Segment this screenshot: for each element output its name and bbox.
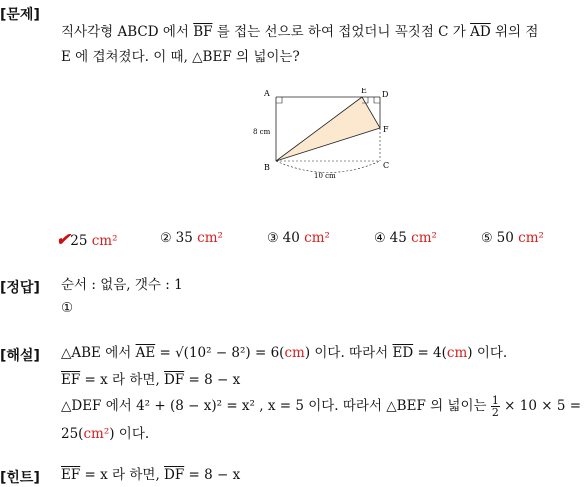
solution-text: ) 이다.	[109, 426, 150, 442]
choice-unit: cm²	[91, 233, 118, 249]
problem-line-2: E 에 겹쳐졌다. 이 때, △BEF 의 넓이는?	[61, 49, 300, 65]
fraction	[491, 395, 500, 418]
right-angle-a	[276, 97, 282, 103]
solution-label: [해설]	[0, 348, 40, 364]
segment-bf: $\overline{BF}$	[193, 24, 213, 40]
segment-ed: $\overline{ED}$	[392, 345, 414, 361]
segment-ad: $\overline{AD}$	[470, 24, 491, 40]
fraction-numerator: 1	[491, 394, 499, 407]
side-label: 8 cm	[253, 128, 271, 136]
choice-value: 35	[175, 230, 193, 246]
answer-label: [정답]	[0, 280, 40, 296]
hint-text: = 8 − x	[184, 467, 241, 483]
solution-line-1	[61, 343, 507, 363]
choice-value: 50	[496, 230, 514, 246]
choice-3[interactable]	[267, 230, 330, 246]
solution-text: = x 라 하면,	[80, 372, 165, 388]
choice-value: 45	[389, 230, 407, 246]
point-b: B	[264, 163, 270, 172]
bottom-arc	[276, 161, 380, 173]
solution-text: △ABE 에서	[61, 345, 136, 361]
choice-5[interactable]	[481, 230, 544, 246]
solution-line-2	[61, 370, 240, 390]
choice-number: ④	[374, 231, 386, 246]
solution-text: = 8 − x	[184, 372, 241, 388]
solution-text: ) 이다.	[467, 345, 508, 361]
segment-ef: $\overline{EF}$	[61, 372, 81, 388]
choice-number: ②	[160, 231, 172, 246]
problem-line-1	[61, 22, 538, 42]
answer-line-1: 순서 : 없음, 갯수 : 1	[61, 277, 183, 293]
check-icon: ✔	[56, 230, 71, 250]
solution-line-3	[61, 395, 581, 418]
right-angle-d	[374, 97, 380, 103]
point-a: A	[264, 89, 270, 98]
solution-text: 25(	[61, 426, 84, 442]
geometry-figure	[252, 88, 392, 180]
choice-4[interactable]	[374, 230, 437, 246]
solution-text: = √(10² − 8²) = 6(	[155, 345, 285, 361]
choice-value: 40	[282, 230, 300, 246]
point-e: E	[361, 88, 367, 95]
choice-unit: cm²	[197, 230, 223, 246]
problem-text: 를 접는 선으로 하여 접었더니 꼭짓점 C 가	[212, 24, 471, 40]
solution-text: × 10 × 5 =	[499, 398, 582, 414]
segment-df: $\overline{DF}$	[164, 372, 185, 388]
triangle-bef	[276, 97, 380, 161]
solution-text: △DEF 에서 4² + (8 − x)² = x² , x = 5 이다. 따라서 △BEF 의 넓이는	[61, 398, 491, 414]
bottom-label: 10 cm	[314, 172, 336, 180]
problem-text: 위의 점	[490, 24, 539, 40]
hint-text: = x 라 하면,	[80, 467, 165, 483]
choice-number: ③	[267, 231, 279, 246]
problem-label: [문제]	[0, 7, 40, 23]
unit: cm	[284, 345, 305, 361]
point-f: F	[383, 125, 389, 134]
solution-text: = 4(	[413, 345, 447, 361]
unit: cm	[446, 345, 468, 361]
hint-label: [힌트]	[0, 470, 40, 486]
choice-unit: cm²	[518, 230, 544, 246]
unit: cm²	[83, 426, 110, 442]
choice-unit: cm²	[411, 230, 437, 246]
problem-text: 직사각형 ABCD 에서	[61, 24, 194, 40]
choice-number: ⑤	[481, 231, 493, 246]
answer-line-2: ①	[61, 300, 74, 316]
segment-df: $\overline{DF}$	[164, 467, 185, 483]
point-c: C	[383, 161, 390, 170]
hint-line	[61, 465, 240, 485]
choice-value: 25	[70, 233, 88, 249]
segment-ef: $\overline{EF}$	[61, 467, 81, 483]
solution-text: ) 이다. 따라서	[304, 345, 393, 361]
point-d: D	[382, 90, 389, 99]
choice-1[interactable]	[56, 230, 118, 250]
choice-2[interactable]	[160, 230, 223, 246]
segment-ae: $\overline{AE}$	[135, 345, 156, 361]
choice-unit: cm²	[304, 230, 330, 246]
fraction-denominator: 2	[491, 406, 499, 419]
solution-line-4	[61, 424, 149, 444]
